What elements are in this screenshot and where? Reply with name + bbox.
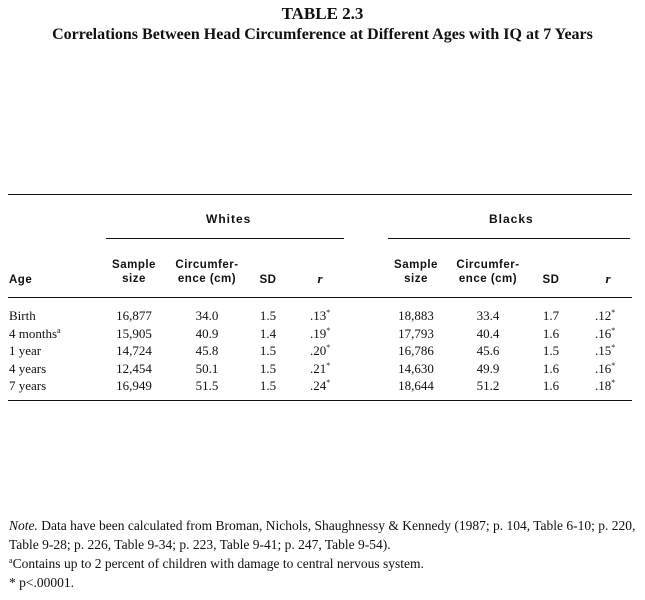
whites-sd-cell: 1.5 [259,378,277,394]
blacks-circumference-cell: 40.4 [476,325,500,341]
col-header-blacks-circumference: Circumfer- ence (cm) [456,259,520,285]
whites-r-cell: .21* [310,360,331,376]
blacks-sample-cell: 16,786 [398,343,434,359]
whites-sd-cell: 1.5 [259,308,277,323]
whites-sample-cell: 16,949 [116,378,152,394]
blacks-rule [388,238,630,239]
group-header-whites: Whites [206,212,252,226]
table-body [0,308,645,396]
col-header-age: Age [9,274,33,286]
col-header-blacks-sd: SD [542,274,560,286]
blacks-r-cell: .12* [595,308,616,323]
whites-sd-cell: 1.4 [259,325,277,341]
group-header-blacks: Blacks [489,212,534,226]
col-header-whites-circumference: Circumfer- ence (cm) [175,259,239,285]
footnote-a-mark: a [9,556,13,565]
blacks-circumference-cell: 49.9 [476,360,500,376]
table-row [0,361,645,379]
age-cell: Birth [9,308,36,323]
whites-sample-cell: 12,454 [116,360,152,376]
whites-r-cell: .19* [310,325,331,341]
blacks-sd-cell: 1.6 [542,325,560,341]
whites-r-cell: .20* [310,343,331,359]
footnote-a-text: Contains up to 2 percent of children with damage to central nervous system. [12,556,424,571]
blacks-sample-cell: 18,883 [398,308,434,323]
whites-sample-cell: 16,877 [116,308,152,323]
col-header-whites-sd: SD [259,274,277,286]
age-cell: 7 years [9,378,47,394]
table-row [0,308,645,326]
col-header-whites-sample: Sample size [112,259,156,285]
footnote-star-mark: * [9,575,16,590]
blacks-circumference-cell: 33.4 [476,308,500,323]
whites-r-cell: .13* [310,308,331,323]
whites-circumference-cell: 34.0 [195,308,219,323]
blacks-r-cell: .15* [595,343,616,359]
table-subtitle: Correlations Between Head Circumference at Different Ages with IQ at 7 Years [52,26,593,43]
blacks-sd-cell: 1.6 [542,360,560,376]
col-header-blacks-sample: Sample size [394,259,438,285]
blacks-sample-cell: 14,630 [398,360,434,376]
table-row [0,326,645,344]
age-cell: 4 years [9,360,47,376]
blacks-sd-cell: 1.7 [542,308,560,323]
whites-sd-cell: 1.5 [259,360,277,376]
blacks-sample-cell: 17,793 [398,325,434,341]
blacks-r-cell: .18* [595,378,616,394]
table-note [9,516,639,554]
note-text: Data have been calculated from Broman, Nichols, Shaughnessy & Kennedy (1987; p. 104, Table 6-10; p. 220, Table 9-28; p. 226, Table 9-34; p. 223, Table 9-41; p. 247, Table 9-54). [9,518,636,552]
blacks-sd-cell: 1.5 [542,343,560,359]
whites-circumference-cell: 45.8 [195,343,219,359]
whites-rule [106,238,344,239]
blacks-r-cell: .16* [595,325,616,341]
table-title: TABLE 2.3 [281,4,364,23]
blacks-sd-cell: 1.6 [542,378,560,394]
whites-circumference-cell: 50.1 [195,360,219,376]
col-header-blacks-r: r [605,271,611,286]
note-label: Note. [9,518,38,533]
whites-r-cell: .24* [310,378,331,394]
table-row [0,378,645,396]
header-rule [8,297,632,298]
age-cell: 4 months$^a$ [9,325,61,341]
whites-sample-cell: 14,724 [116,343,152,359]
whites-sd-cell: 1.5 [259,343,277,359]
top-rule [8,194,632,195]
whites-circumference-cell: 40.9 [195,325,219,341]
whites-sample-cell: 15,905 [116,325,152,341]
footnote-a [9,556,424,572]
footnote-star-text: p<.00001. [15,575,74,590]
blacks-r-cell: .16* [595,360,616,376]
table-row [0,343,645,361]
footnote-significance [9,575,74,591]
blacks-circumference-cell: 51.2 [476,378,500,394]
blacks-sample-cell: 18,644 [398,378,434,394]
age-cell: 1 year [9,343,42,359]
whites-circumference-cell: 51.5 [195,378,219,394]
bottom-rule [8,400,632,401]
blacks-circumference-cell: 45.6 [476,343,500,359]
col-header-whites-r: r [317,271,323,286]
